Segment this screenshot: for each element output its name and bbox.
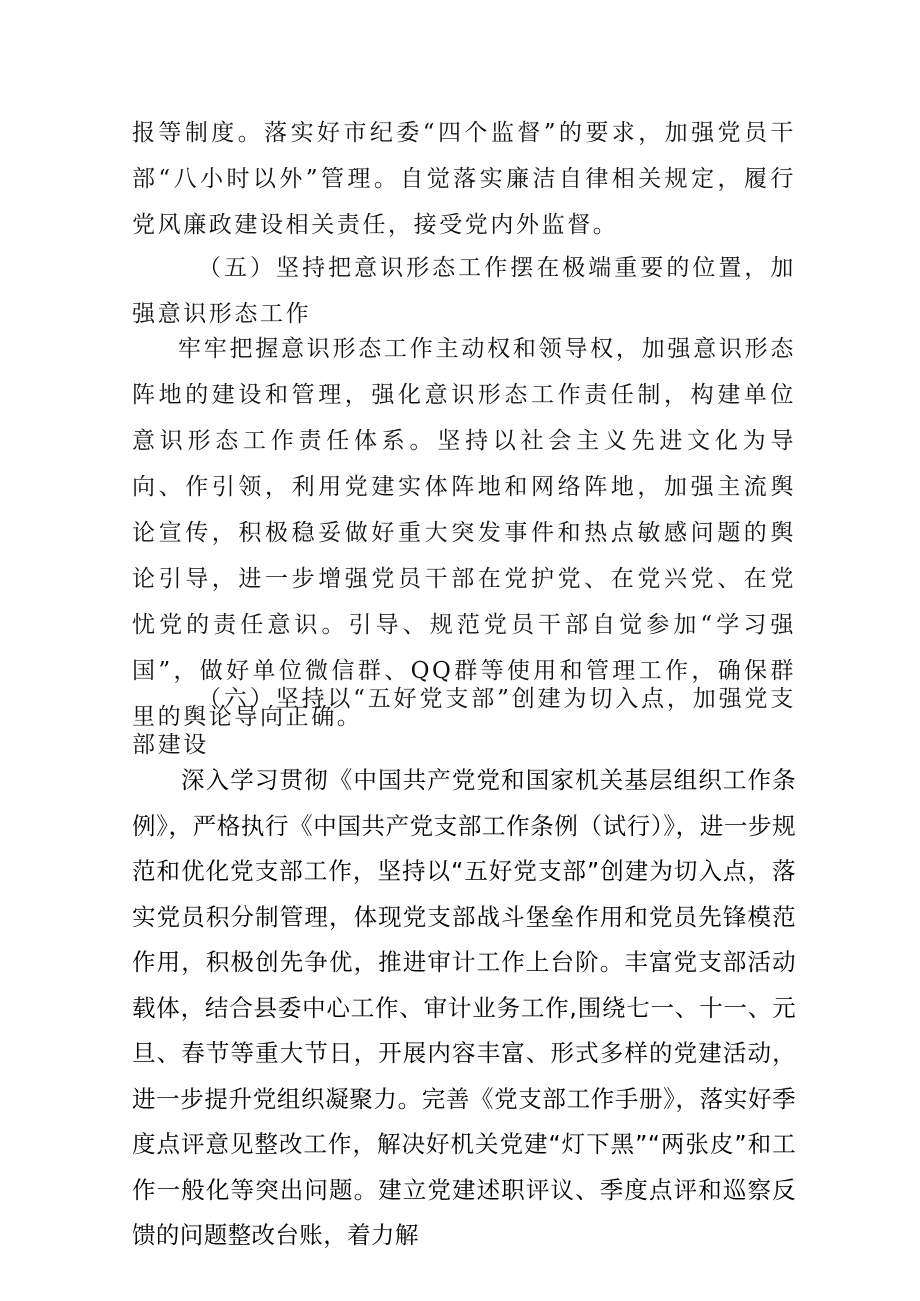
section-heading-five: （五）坚持把意识形态工作摆在极端重要的位置，加强意识形态工作 — [132, 255, 796, 327]
paragraph-supervision: 报等制度。落实好市纪委“四个监督”的要求，加强党员干部“八小时以外”管理。自觉落实廉洁自律相关规定，履行党风廉政建设相关责任，接受党内外监督。 — [132, 120, 796, 238]
paragraph-party-branch: 深入学习贯彻《中国共产党党和国家机关基层组织工作条例》，严格执行《中国共产党支部工作条例（试行）》，进一步规范和优化党支部工作，坚持以“五好党支部”创建为切入点，落实党员积分制管理，体现党支部战斗堡垒作用和党员先锋模范作用，积极创先争优，推进审计工作上台阶。丰富党支部活动载体，结合县委中心工作、审计业务工作,围绕七一、十一、元旦、春节等重大节日，开展内容丰富、形式多样的党建活动，进一步提升党组织凝聚力。完善《党支部工作手册》，落实好季度点评意见整改工作，解决好机关党建“灯下黑”“两张皮”和工作一般化等突出问题。建立党建述职评议、季度点评和巡察反馈的问题整改台账，着力解 — [132, 766, 796, 1249]
paragraph-ideology: 牢牢把握意识形态工作主动权和领导权，加强意识形态阵地的建设和管理，强化意识形态工作责任制，构建单位意识形态工作责任体系。坚持以社会主义先进文化为导向、作引领，利用党建实体阵地和网络阵地，加强主流舆论宣传，积极稳妥做好重大突发事件和热点敏感问题的舆论引导，进一步增强党员干部在党护党、在党兴党、在党忧党的责任意识。引导、规范党员干部自觉参加“学习强国”，做好单位微信群、QQ群等使用和管理工作，确保群里的舆论导向正确。 — [132, 336, 796, 730]
section-heading-six: （六）坚持以“五好党支部”创建为切入点，加强党支部建设 — [132, 686, 796, 758]
